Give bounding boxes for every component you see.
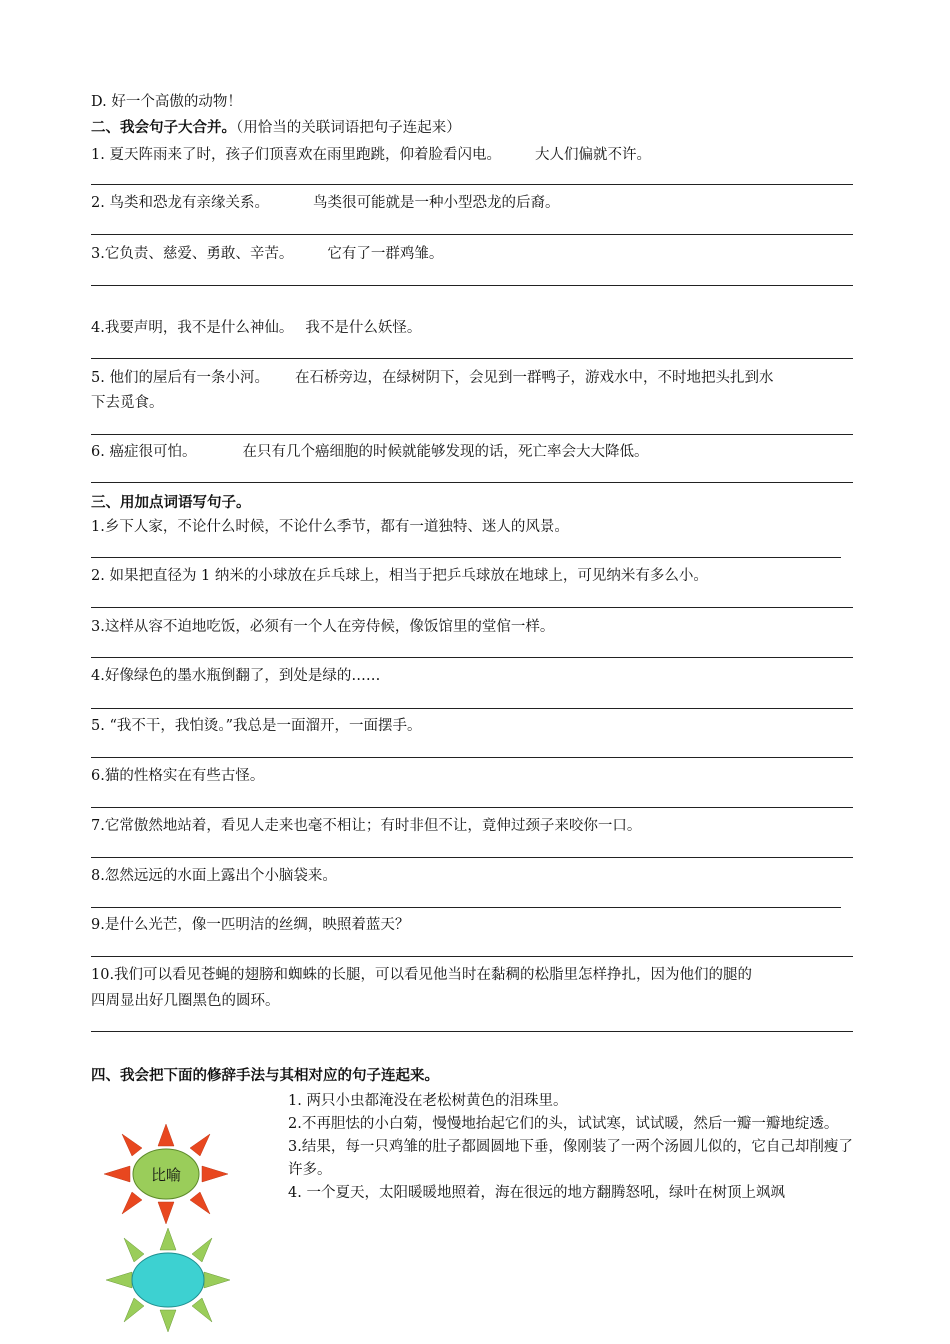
section-3-title: 三、用加点词语写句子。 (91, 495, 251, 511)
section-2-title: 二、我会句子大合并。 (91, 120, 236, 136)
answer-line-s2-3[interactable] (91, 285, 853, 286)
s3-item-6: 6.猫的性格实在有些古怪。 (91, 768, 265, 784)
answer-line-s2-2[interactable] (91, 234, 853, 235)
s2-item-5-b: 在石桥旁边，在绿树阴下，会见到一群鸭子，游戏水中，不时地把头扎到水 (294, 370, 774, 386)
section-2-note: （用恰当的关联词语把句子连起来） (236, 120, 461, 136)
s2-item-2-a: 2. 鸟类和恐龙有亲缘关系。 (91, 195, 269, 211)
answer-line-s3-9[interactable] (91, 956, 853, 957)
s2-item-2 (91, 193, 559, 213)
s4-sentence-2: 2.不再胆怯的小白菊，慢慢地抬起它们的头，试试寒，试试暖，然后一瓣一瓣地绽透。 (288, 1116, 839, 1132)
s3-item-8: 8.忽然远远的水面上露出个小脑袋来。 (91, 868, 337, 884)
s2-item-3-b: 它有了一群鸡雏。 (327, 246, 444, 262)
answer-line-s3-6[interactable] (91, 807, 853, 808)
s4-sentences (288, 1090, 863, 1205)
s2-item-6 (91, 442, 648, 462)
s4-sentence-4: 4. 一个夏天，太阳暖暖地照着，海在很远的地方翻腾怒吼，绿叶在树顶上飒飒 (288, 1185, 785, 1201)
s2-item-4 (91, 318, 421, 338)
s3-item-9: 9.是什么光芒，像一匹明洁的丝绸，映照着蓝天？ (91, 917, 410, 933)
answer-line-s3-8[interactable] (91, 907, 841, 908)
s3-item-4: 4.好像绿色的墨水瓶倒翻了，到处是绿的…… (91, 668, 381, 684)
sun-core-2 (132, 1253, 204, 1307)
s2-item-3-a: 3.它负责、慈爱、勇敢、辛苦。 (91, 246, 294, 262)
answer-line-s3-2[interactable] (91, 607, 853, 608)
s3-item-7: 7.它常傲然地站着，看见人走来也毫不相让；有时非但不让，竟伸过颈子来咬你一口。 (91, 818, 642, 834)
answer-line-s3-10[interactable] (91, 1031, 853, 1032)
answer-line-s2-5[interactable] (91, 434, 853, 435)
sun-label: 比喻 (150, 1166, 182, 1184)
sun-shape-metaphor[interactable] (100, 1122, 232, 1226)
answer-line-s2-1[interactable] (91, 184, 853, 185)
sun-shape-blank[interactable] (104, 1226, 232, 1334)
answer-line-s3-5[interactable] (91, 757, 853, 758)
s4-sentence-3: 3.结果，每一只鸡雏的肚子都圆圆地下垂，像刚装了一两个汤圆儿似的，它自己却削瘦了许多。 (288, 1139, 853, 1178)
s2-item-5 (91, 368, 773, 388)
answer-line-s3-3[interactable] (91, 657, 853, 658)
s3-item-1: 1.乡下人家，不论什么时候，不论什么季节，都有一道独特、迷人的风景。 (91, 519, 569, 535)
s2-item-6-a: 6. 癌症很可怕。 (91, 444, 197, 460)
s4-sentence-1: 1. 两只小虫都淹没在老松树黄色的泪珠里。 (288, 1093, 568, 1109)
s2-item-1 (91, 145, 651, 165)
s2-item-2-b: 鸟类很可能就是一种小型恐龙的后裔。 (312, 195, 560, 211)
s2-item-5-a: 5. 他们的屋后有一条小河。 (91, 370, 269, 386)
answer-line-s3-7[interactable] (91, 857, 853, 858)
s2-item-4-a: 4.我要声明，我不是什么神仙。 (91, 320, 294, 336)
answer-line-s2-4[interactable] (91, 358, 853, 359)
answer-line-s3-4[interactable] (91, 708, 853, 709)
s3-item-10-cont: 四周显出好几圈黑色的圆环。 (91, 993, 280, 1009)
s3-item-10: 10.我们可以看见苍蝇的翅膀和蜘蛛的长腿，可以看见他当时在黏稠的松脂里怎样挣扎，因为他们的腿的 (91, 967, 753, 983)
section-4-title: 四、我会把下面的修辞手法与其相对应的句子连起来。 (91, 1068, 439, 1084)
s2-item-3 (91, 244, 443, 264)
section-2-heading (91, 118, 461, 138)
s2-item-6-b: 在只有几个癌细胞的时候就能够发现的话，死亡率会大大降低。 (242, 444, 649, 460)
s2-item-1-b: 大人们偏就不许。 (534, 147, 651, 163)
option-d: D. 好一个高傲的动物！ (91, 94, 242, 110)
s2-item-4-b: 我不是什么妖怪。 (305, 320, 422, 336)
answer-line-s3-1[interactable] (91, 557, 841, 558)
s2-item-5-cont: 下去觅食。 (91, 395, 164, 411)
s3-item-5: 5. “我不干，我怕烫。”我总是一面溜开，一面摆手。 (91, 718, 422, 734)
answer-line-s2-6[interactable] (91, 482, 853, 483)
s3-item-3: 3.这样从容不迫地吃饭，必须有一个人在旁侍候，像饭馆里的堂倌一样。 (91, 619, 555, 635)
s2-item-1-a: 1. 夏天阵雨来了时，孩子们顶喜欢在雨里跑跳，仰着脸看闪电。 (91, 147, 501, 163)
s3-item-2: 2. 如果把直径为 1 纳米的小球放在乒乓球上，相当于把乒乓球放在地球上，可见纳米有多么小。 (91, 568, 708, 584)
